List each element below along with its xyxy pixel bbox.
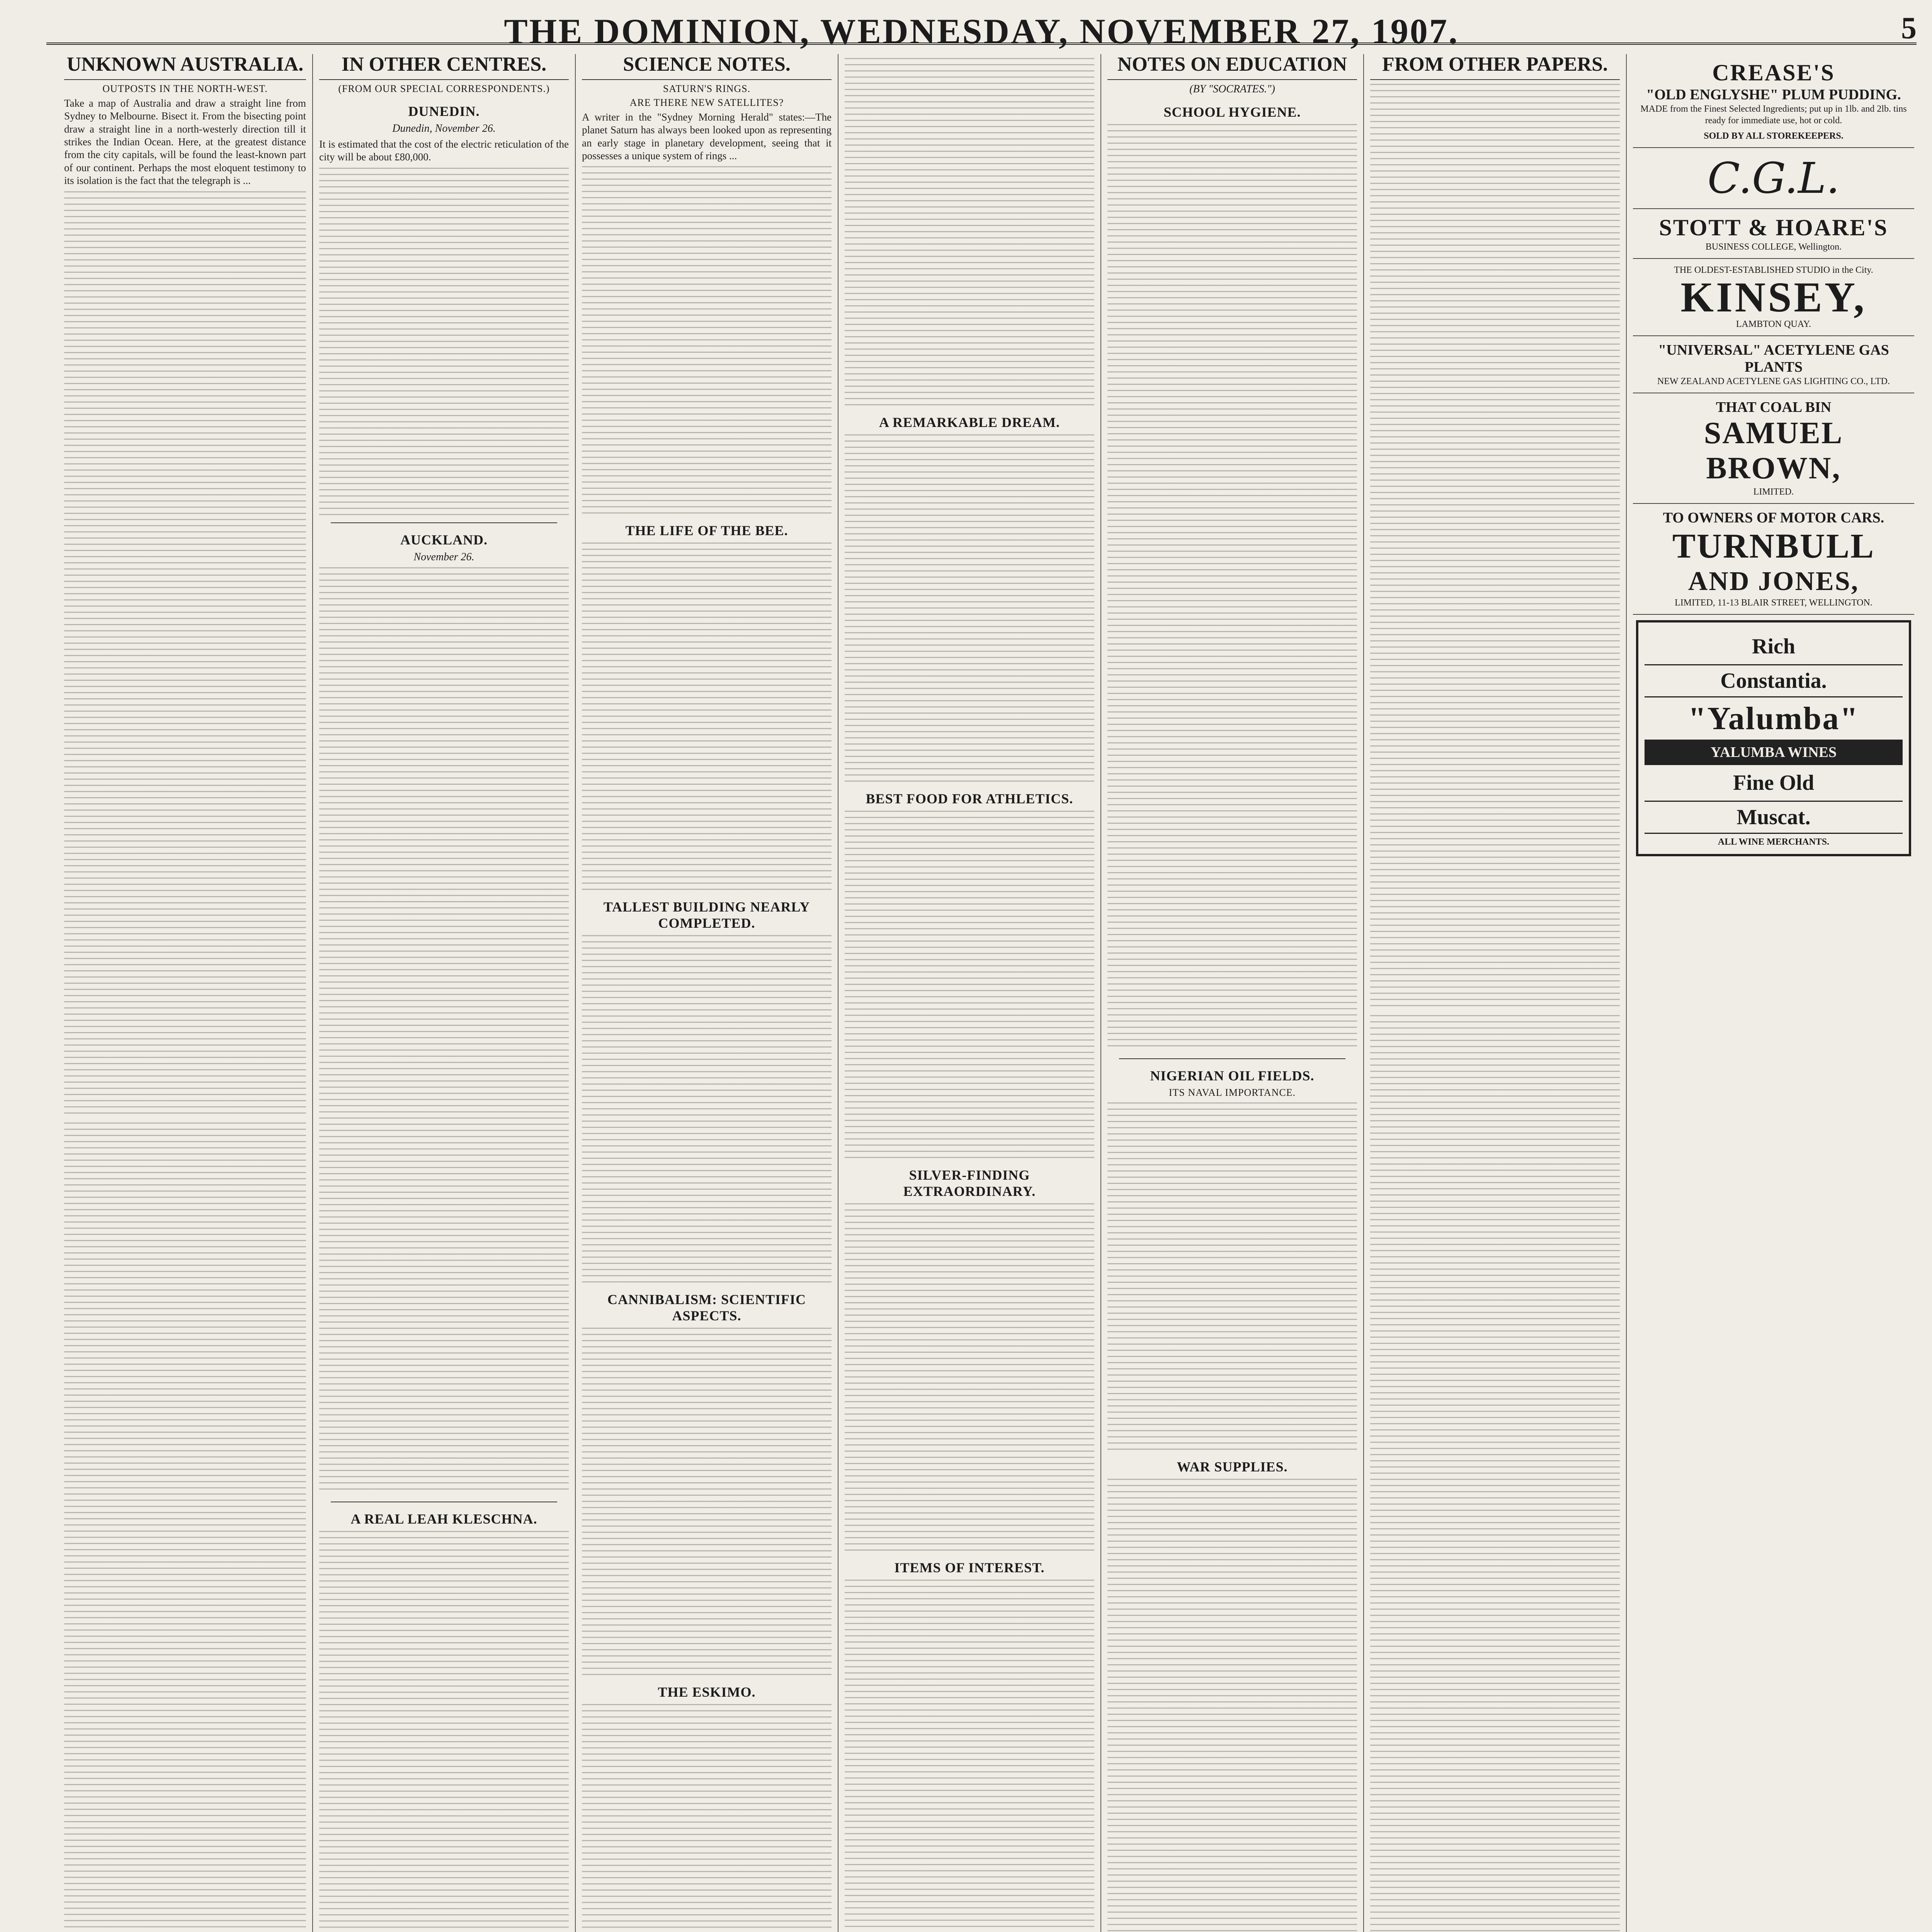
article-subheading: (FROM OUR SPECIAL CORRESPONDENTS.) <box>338 83 550 94</box>
section-heading-athletics: BEST FOOD FOR ATHLETICS. <box>866 791 1073 806</box>
body-text-block <box>1107 124 1357 1051</box>
ad-acetylene <box>1633 336 1914 393</box>
ad-title: "UNIVERSAL" ACETYLENE GAS PLANTS <box>1658 342 1889 375</box>
body-text-block <box>64 191 306 1119</box>
article-headline: FROM OTHER PAPERS. <box>1370 54 1620 80</box>
column-science-continued <box>838 54 1101 1932</box>
body-text-block <box>1370 84 1620 1011</box>
article-lead: It is estimated that the cost of the electric reticulation of the city will be about £80,000. <box>319 138 569 163</box>
ad-yalumba-wine <box>1636 620 1911 856</box>
section-heading-auckland: AUCKLAND. <box>400 532 488 548</box>
section-heading-silver: SILVER-FINDING EXTRAORDINARY. <box>903 1167 1036 1199</box>
ad-subtitle: NEW ZEALAND ACETYLENE GAS LIGHTING CO., LTD. <box>1657 376 1890 386</box>
ad-banner: YALUMBA WINES <box>1645 740 1903 765</box>
masthead-title: THE DOMINION, WEDNESDAY, NOVEMBER 27, 1907. <box>504 12 1459 51</box>
article-subheading: SATURN'S RINGS. <box>663 83 751 94</box>
masthead <box>46 8 1917 51</box>
section-heading-hygiene: SCHOOL HYGIENE. <box>1163 104 1301 120</box>
ad-subtitle: LIMITED. <box>1753 487 1794 497</box>
article-byline: (BY "SOCRATES.") <box>1189 83 1275 95</box>
ad-crease-pudding <box>1633 54 1914 148</box>
section-heading-cannibalism: CANNIBALISM: SCIENTIFIC ASPECTS. <box>607 1292 806 1324</box>
ad-word: Muscat. <box>1645 801 1903 834</box>
ad-body: THE OLDEST-ESTABLISHED STUDIO in the City. <box>1674 265 1873 275</box>
body-text-block <box>845 1203 1094 1551</box>
body-text-block <box>1107 1102 1357 1450</box>
column-notes-on-education <box>1101 54 1364 1932</box>
body-text-block <box>582 935 832 1283</box>
section-heading-war-supplies: WAR SUPPLIES. <box>1177 1459 1288 1475</box>
column-from-other-papers <box>1364 54 1627 1932</box>
section-heading-tallest-building: TALLEST BUILDING NEARLY COMPLETED. <box>603 899 810 931</box>
body-text-block <box>582 1328 832 1675</box>
section-divider <box>1119 1058 1345 1059</box>
body-text-block <box>64 1122 306 1932</box>
article-headline: SCIENCE NOTES. <box>582 54 832 80</box>
section-heading-nigerian-oil: NIGERIAN OIL FIELDS. <box>1150 1068 1315 1083</box>
ad-script-brand <box>1633 148 1914 209</box>
ad-kinsey <box>1633 259 1914 336</box>
ad-title: CREASE'S <box>1712 60 1835 85</box>
section-heading-dunedin: DUNEDIN. <box>408 103 480 119</box>
ad-coal-bin <box>1633 393 1914 504</box>
ad-footer: ALL WINE MERCHANTS. <box>1718 837 1830 847</box>
body-text-block <box>845 58 1094 406</box>
body-text-block <box>319 1531 569 1932</box>
ad-body: LIMITED, 11-13 BLAIR STREET, WELLINGTON. <box>1675 598 1872 608</box>
body-text-block <box>1370 1015 1620 1932</box>
ad-title: KINSEY, <box>1680 274 1867 321</box>
article-headline: UNKNOWN AUSTRALIA. <box>64 54 306 80</box>
ad-stott-hoare <box>1633 209 1914 259</box>
dateline: Dunedin, November 26. <box>392 122 496 134</box>
ad-title: TURNBULL <box>1672 527 1875 565</box>
article-lead: A writer in the "Sydney Morning Herald" states:—The planet Saturn has always been looked upon as representing an early stage in planetary development, seeing that it possesses a unique system of rings ... <box>582 111 832 162</box>
column-advertisements <box>1627 54 1920 1932</box>
body-text-block <box>845 1580 1094 1932</box>
body-text-block <box>319 168 569 515</box>
ad-heading: TO OWNERS OF MOTOR CARS. <box>1663 510 1884 526</box>
column-in-other-centres <box>313 54 576 1932</box>
section-heading-bee: THE LIFE OF THE BEE. <box>625 523 788 539</box>
section-heading-leah-kleschna: A REAL LEAH KLESCHNA. <box>350 1511 537 1527</box>
column-unknown-australia <box>58 54 313 1932</box>
body-text-block <box>319 567 569 1495</box>
ad-subtitle: "OLD ENGLYSHE" PLUM PUDDING. <box>1646 87 1901 103</box>
article-lead: Take a map of Australia and draw a straight line from Sydney to Melbourne. Bisect it. From the bisecting point draw a straight line in a north-westerly direction till it strikes the Indian Ocean. Here, at the greatest distance from the city capitals, will be found the least-known part of our continent. Perhaps the most eloquent testimony to its isolation is the fact that the telegraph is ... <box>64 97 306 187</box>
column-science-notes <box>576 54 838 1932</box>
ad-word: Constantia. <box>1645 664 1903 697</box>
ad-word: Fine Old <box>1733 771 1815 795</box>
article-headline: IN OTHER CENTRES. <box>319 54 569 80</box>
body-text-block <box>582 166 832 514</box>
ad-subtitle: AND JONES, <box>1688 566 1859 596</box>
ad-title: THAT COAL BIN <box>1716 399 1832 415</box>
body-text-block <box>845 434 1094 782</box>
ad-footer: SOLD BY ALL STOREKEEPERS. <box>1704 131 1844 141</box>
section-divider <box>331 522 557 523</box>
ad-brand: SAMUEL BROWN, <box>1704 416 1844 485</box>
article-subheading: ITS NAVAL IMPORTANCE. <box>1168 1087 1296 1098</box>
ad-body: MADE from the Finest Selected Ingredients; put up in 1lb. and 2lb. tins ready for immediate use, hot or cold. <box>1640 104 1907 126</box>
ad-turnbull-jones <box>1633 504 1914 615</box>
body-text-block <box>845 811 1094 1158</box>
body-text-block <box>1107 1479 1357 1932</box>
article-subheading: OUTPOSTS IN THE NORTH-WEST. <box>102 83 268 94</box>
ad-title: STOTT & HOARE'S <box>1659 215 1888 240</box>
article-subheading: ARE THERE NEW SATELLITES? <box>629 97 784 108</box>
section-heading-dream: A REMARKABLE DREAM. <box>879 415 1060 430</box>
body-text-block <box>582 1704 832 1932</box>
ad-subtitle: BUSINESS COLLEGE, Wellington. <box>1705 242 1842 252</box>
ad-script-logo: C.G.L. <box>1707 153 1840 203</box>
article-headline: NOTES ON EDUCATION <box>1107 54 1357 80</box>
ad-brand: "Yalumba" <box>1688 701 1859 736</box>
dateline: November 26. <box>413 551 474 563</box>
ad-subtitle: LAMBTON QUAY. <box>1736 319 1811 329</box>
body-text-block <box>582 543 832 890</box>
section-heading-eskimo: THE ESKIMO. <box>658 1684 756 1700</box>
ad-word: Rich <box>1752 634 1795 658</box>
section-heading-items: ITEMS OF INTEREST. <box>894 1560 1045 1575</box>
page-number: 5 <box>1901 11 1917 45</box>
